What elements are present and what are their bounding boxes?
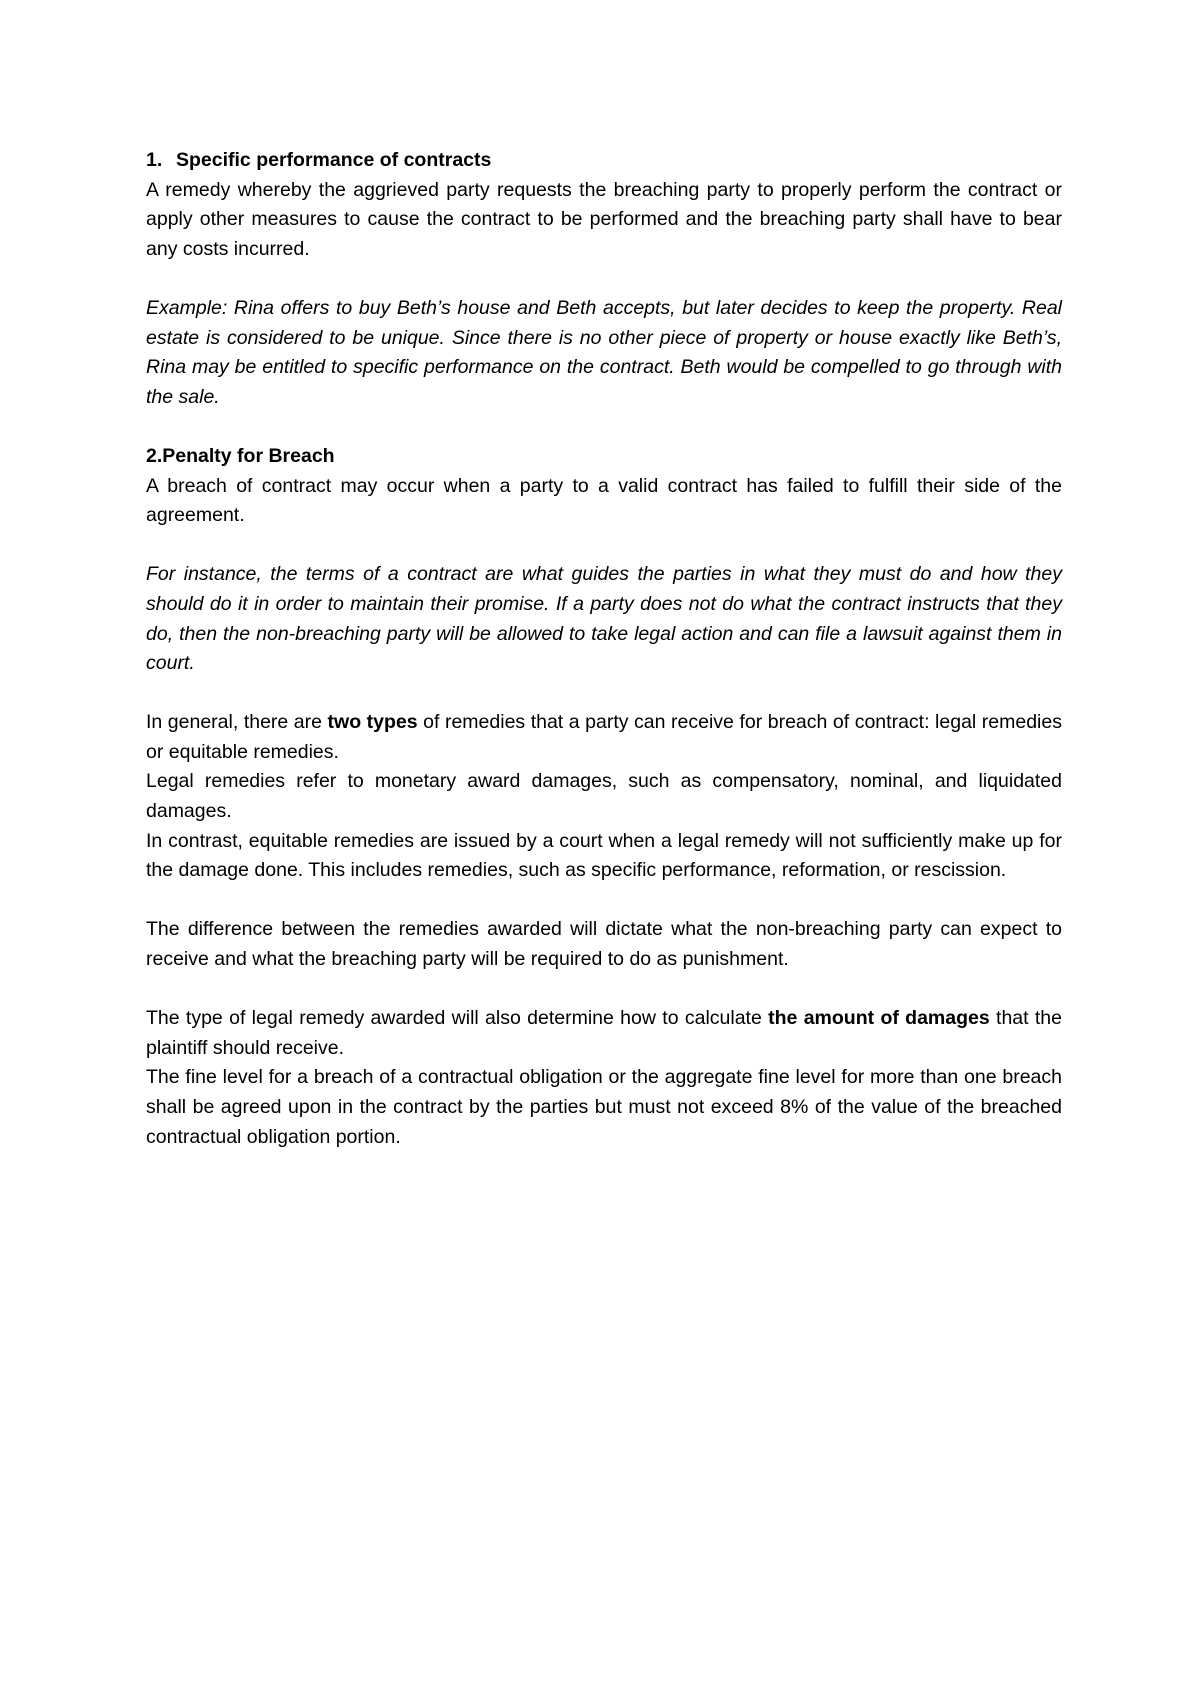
remedy-types-text-end: of remedies that a party can receive for breach of contract: legal remedies or equitable remedies. bbox=[146, 711, 1062, 763]
spacer bbox=[146, 531, 1062, 561]
section1-heading bbox=[146, 146, 1062, 176]
equitable-remedies-paragraph: In contrast, equitable remedies are issued by a court when a legal remedy will not sufficiently make up for the damage done. This includes remedies, such as specific performance, reformation, or rescission. bbox=[146, 829, 1062, 882]
spacer bbox=[146, 679, 1062, 709]
section1-title: Specific performance of contracts bbox=[176, 149, 492, 171]
section2-body: A breach of contract may occur when a party to a valid contract has failed to fulfill their side of the agreement. bbox=[146, 474, 1062, 527]
section1-number: 1. bbox=[146, 149, 163, 171]
legal-remedies-paragraph: Legal remedies refer to monetary award damages, such as compensatory, nominal, and liquidated damages. bbox=[146, 770, 1062, 823]
spacer bbox=[146, 412, 1062, 442]
section2-heading: 2.Penalty for Breach bbox=[146, 444, 335, 467]
remedy-types-text-start: In general, there are bbox=[146, 711, 328, 734]
difference-paragraph: The difference between the remedies awarded will dictate what the non-breaching party can expect to receive and what the breaching party will be required to do as punishment. bbox=[146, 918, 1062, 971]
damages-text-start: The type of legal remedy awarded will also determine how to calculate bbox=[146, 1007, 769, 1030]
section1-example: Example: Rina offers to buy Beth’s house and Beth accepts, but later decides to keep the property. Real estate is considered to be unique. Since there is no other piece of property or house exactly like Beth’s, Rina may be entitled to specific performance on the contract. Beth would be compelled to go through with the sale. bbox=[146, 296, 1062, 408]
remedy-types-paragraph bbox=[146, 708, 1062, 767]
section2-instance: For instance, the terms of a contract are what guides the parties in what they must do and how they should do it in order to maintain their promise. If a party does not do what the contract instructs that they do, then the non-breaching party will be allowed to take legal action and can file a lawsuit against them in court. bbox=[146, 563, 1062, 675]
damages-paragraph bbox=[146, 1004, 1062, 1063]
spacer bbox=[146, 975, 1062, 1005]
section1-body: A remedy whereby the aggrieved party requests the breaching party to properly perform the contract or apply other measures to cause the contract to be performed and the breaching party shall have to bear any costs incurred. bbox=[146, 178, 1062, 260]
spacer bbox=[146, 264, 1062, 294]
damages-emphasis: the amount of damages bbox=[768, 1007, 990, 1030]
document-body bbox=[146, 146, 1062, 1152]
spacer bbox=[146, 886, 1062, 916]
fine-level-paragraph: The fine level for a breach of a contractual obligation or the aggregate fine level for more than one breach shall be agreed upon in the contract by the parties but must not exceed 8% of the value of the breached contractual obligation portion. bbox=[146, 1066, 1062, 1148]
remedy-types-emphasis: two types bbox=[327, 711, 418, 734]
damages-text-end: that the plaintiff should receive. bbox=[146, 1007, 1062, 1059]
